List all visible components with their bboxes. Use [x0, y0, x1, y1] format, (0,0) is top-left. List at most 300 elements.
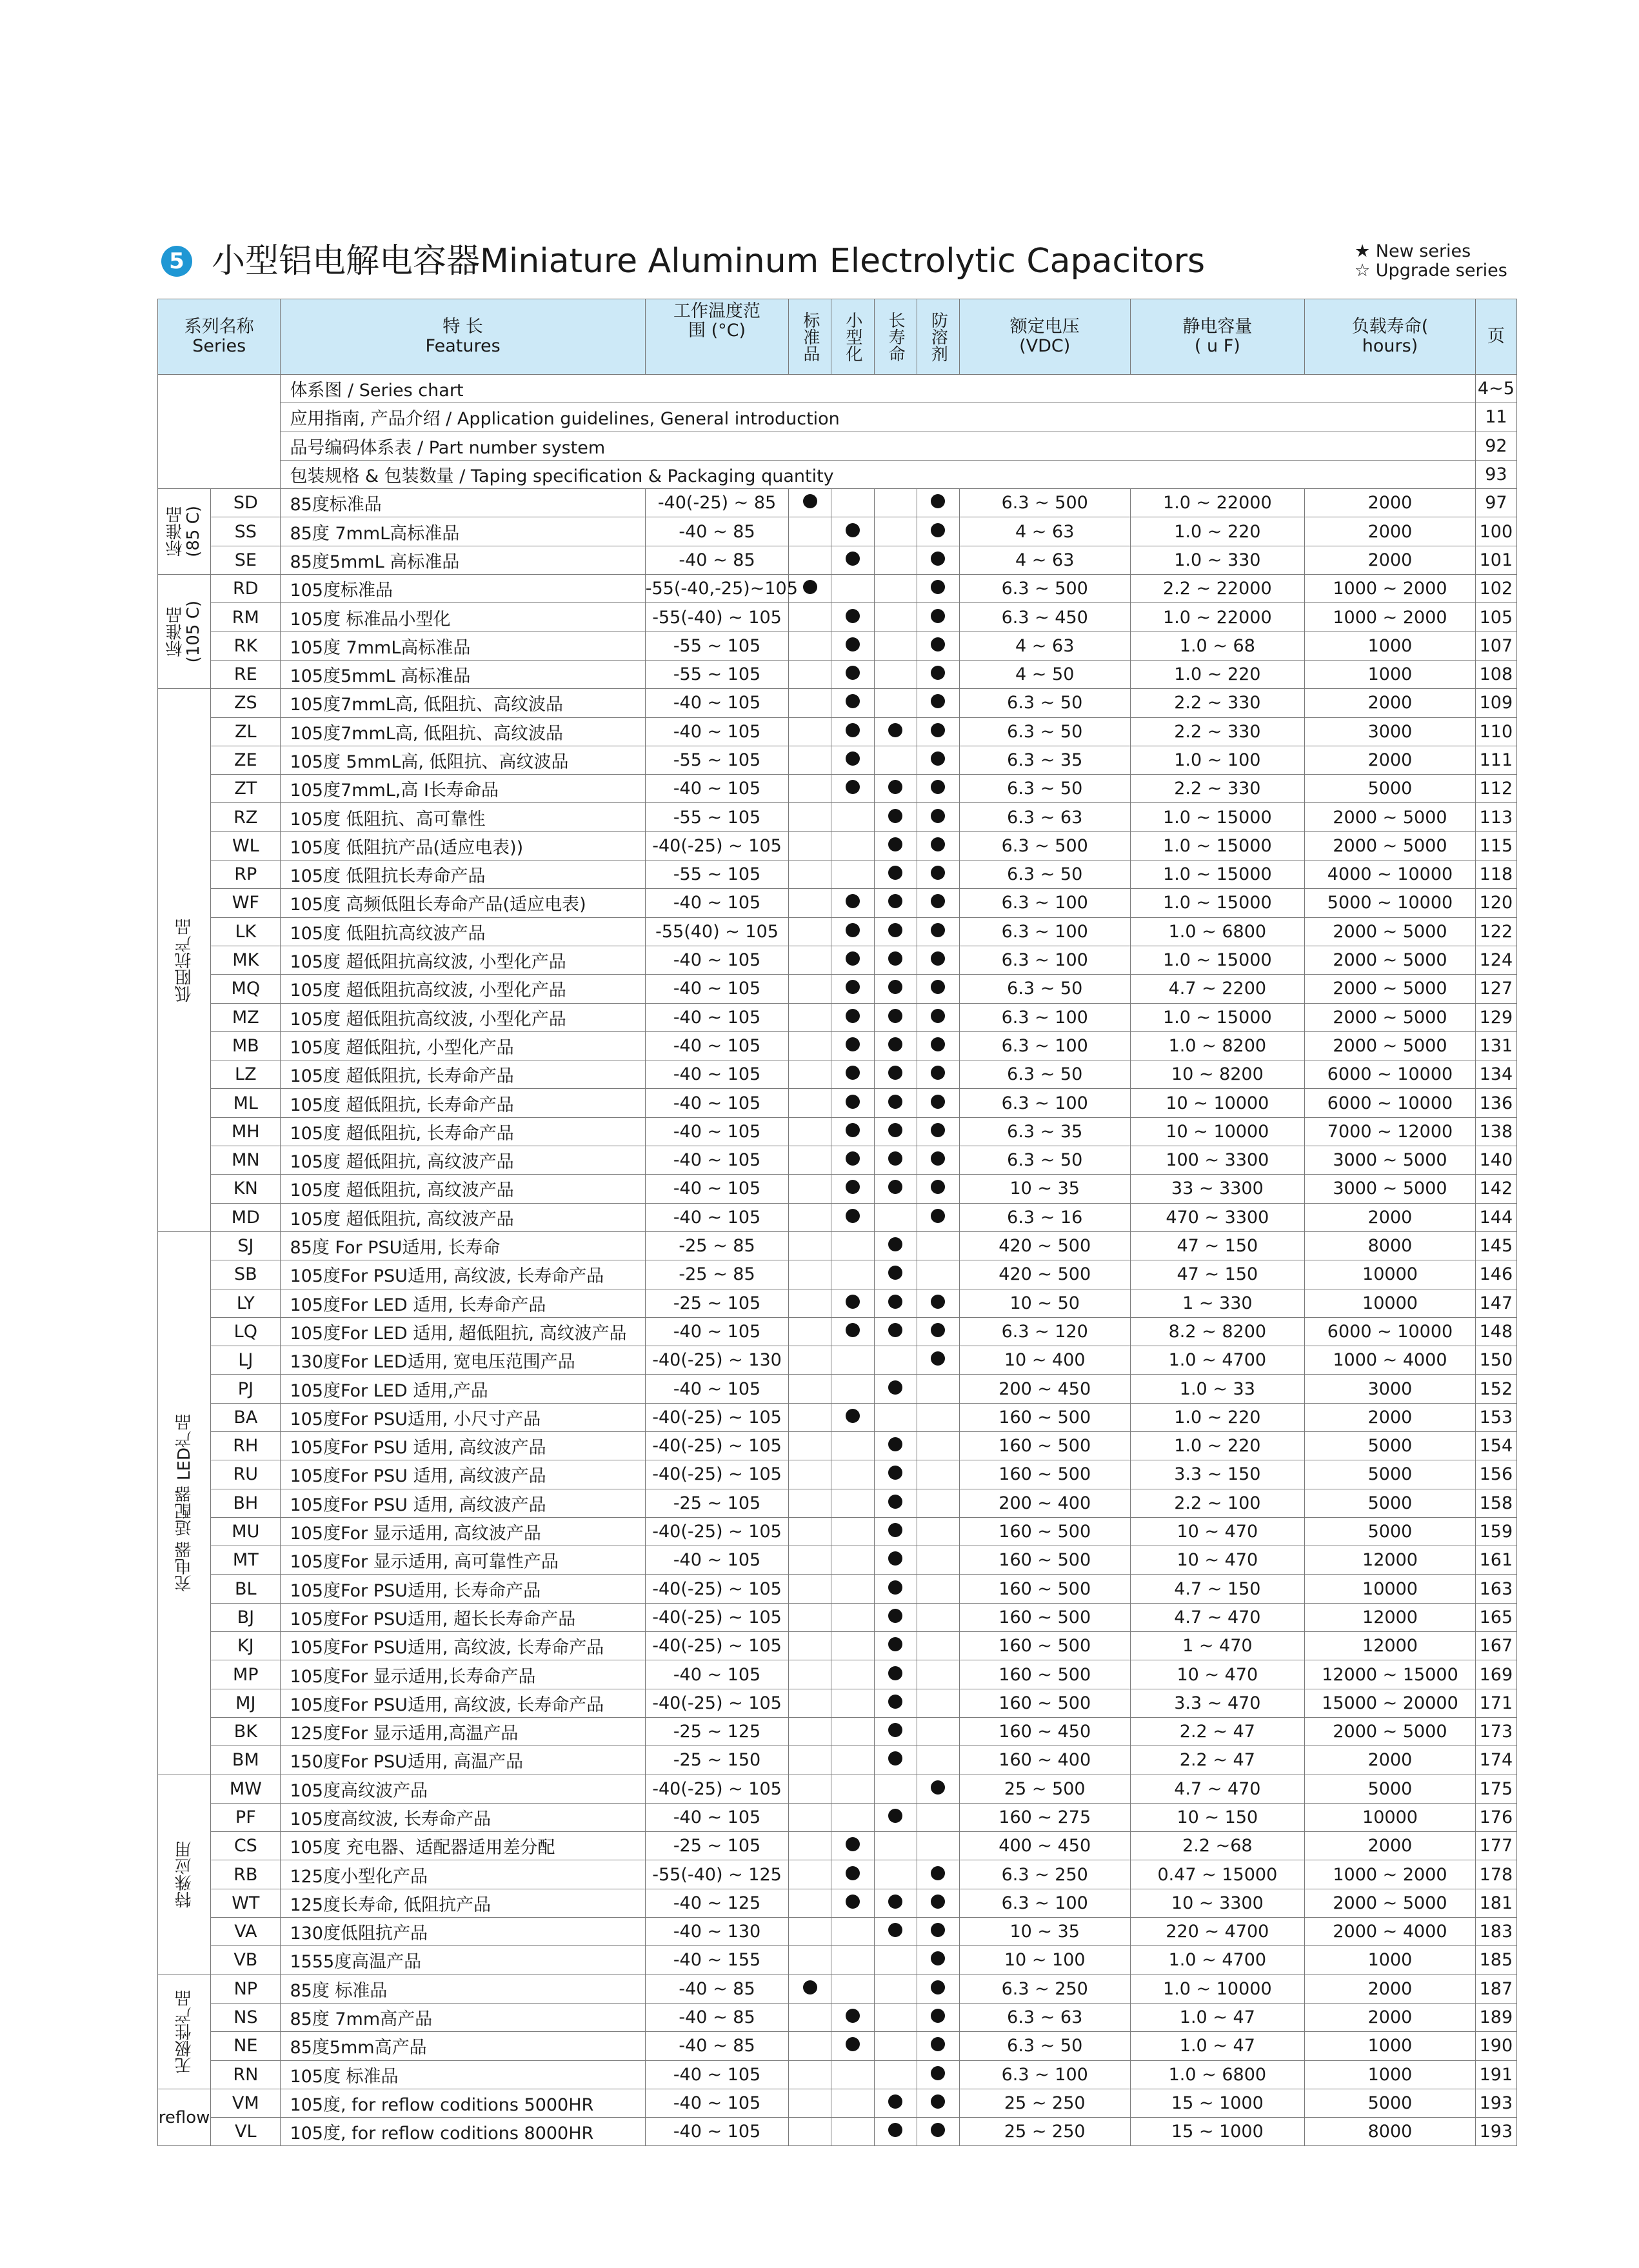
flag-cell-std [789, 1460, 831, 1489]
load-life: 1000 [1305, 1946, 1476, 1975]
flag-dot-mini [846, 1295, 860, 1309]
flag-cell-std [789, 1746, 831, 1775]
flag-cell-mini [831, 1717, 874, 1746]
flag-cell-mini [831, 1117, 874, 1146]
flag-dot-long [888, 2123, 902, 2137]
load-life: 5000 [1305, 1775, 1476, 1803]
flag-cell-solv [917, 546, 959, 574]
flag-dot-solv [931, 809, 945, 823]
series-code: BL [211, 1575, 281, 1603]
load-life: 10000 [1305, 1803, 1476, 1831]
flag-cell-solv [917, 1317, 959, 1346]
feature-text: 85度 7mm高产品 [281, 2003, 645, 2031]
flag-cell-long [874, 1146, 917, 1175]
voltage-range: 160 ~ 450 [959, 1717, 1130, 1746]
flag-dot-mini [846, 923, 860, 937]
temp-range: -25 ~ 105 [645, 1489, 789, 1517]
flag-dot-solv [931, 1037, 945, 1051]
load-life: 1000 ~ 2000 [1305, 1860, 1476, 1889]
feature-text: 85度 7mmL高标准品 [281, 517, 645, 546]
capacitance-range: 1.0 ~ 33 [1130, 1375, 1305, 1403]
feature-text: 105度7mmL,高 I长寿命品 [281, 775, 645, 803]
feature-text: 150度For PSU适用, 高温产品 [281, 1746, 645, 1775]
feature-text: 105度 高频低阻长寿命产品(适应电表) [281, 889, 645, 917]
load-life: 12000 [1305, 1546, 1476, 1575]
page-number: 183 [1475, 1918, 1516, 1946]
flag-cell-std [789, 1889, 831, 1917]
flag-dot-solv [931, 1980, 945, 1994]
load-life: 2000 [1305, 689, 1476, 717]
flag-cell-solv [917, 1031, 959, 1060]
flag-cell-mini [831, 2118, 874, 2146]
flag-cell-mini [831, 1346, 874, 1375]
flag-cell-mini [831, 717, 874, 746]
flag-dot-solv [931, 894, 945, 908]
group-label: 低阻抗产品 [174, 918, 194, 1002]
group-label-cell [158, 1775, 211, 1975]
capacitance-range: 1.0 ~ 220 [1130, 660, 1305, 688]
voltage-range: 10 ~ 50 [959, 1289, 1130, 1317]
series-code: PJ [211, 1375, 281, 1403]
temp-range: -40 ~ 105 [645, 975, 789, 1003]
series-code: MT [211, 1546, 281, 1575]
page-number: 107 [1475, 632, 1516, 660]
flag-dot-long [888, 1180, 902, 1194]
page-number: 124 [1475, 946, 1516, 974]
capacitance-range: 470 ~ 3300 [1130, 1203, 1305, 1231]
flag-cell-std [789, 2032, 831, 2060]
table-row [158, 1260, 1517, 1289]
capacitance-range: 0.47 ~ 15000 [1130, 1860, 1305, 1889]
load-life: 8000 [1305, 1231, 1476, 1260]
flag-cell-long [874, 1946, 917, 1975]
flag-cell-long [874, 1717, 917, 1746]
flag-cell-solv [917, 1775, 959, 1803]
table-row [158, 1603, 1517, 1631]
temp-range: -55 ~ 105 [645, 803, 789, 831]
flag-cell-mini [831, 1775, 874, 1803]
flag-cell-std [789, 489, 831, 517]
feature-text: 105度 超低阻抗, 高纹波产品 [281, 1175, 645, 1203]
page-number: 150 [1475, 1346, 1516, 1375]
page-number: 158 [1475, 1489, 1516, 1517]
load-life: 10000 [1305, 1260, 1476, 1289]
page-number: 109 [1475, 689, 1516, 717]
feature-text: 105度For PSU适用, 高纹波, 长寿命产品 [281, 1260, 645, 1289]
flag-cell-std [789, 1289, 831, 1317]
flag-cell-long [874, 717, 917, 746]
temp-range: -40(-25) ~ 85 [645, 489, 789, 517]
flag-cell-std [789, 1146, 831, 1175]
group-label: reflow [158, 2108, 210, 2128]
flag-cell-solv [917, 917, 959, 946]
page-number: 191 [1475, 2060, 1516, 2089]
flag-cell-solv [917, 1460, 959, 1489]
capacitance-range: 15 ~ 1000 [1130, 2089, 1305, 2117]
flag-cell-std [789, 603, 831, 632]
series-code: MK [211, 946, 281, 974]
voltage-range: 420 ~ 500 [959, 1260, 1130, 1289]
capacitance-range: 1.0 ~ 6800 [1130, 2060, 1305, 2089]
flag-dot-long [888, 980, 902, 994]
load-life: 12000 [1305, 1632, 1476, 1660]
flag-cell-mini [831, 2032, 874, 2060]
capacitance-range: 1.0 ~ 8200 [1130, 1031, 1305, 1060]
info-row-page: 93 [1475, 460, 1516, 488]
flag-cell-mini [831, 660, 874, 688]
flag-cell-solv [917, 1975, 959, 2003]
series-code: KJ [211, 1632, 281, 1660]
temp-range: -40(-25) ~ 105 [645, 1575, 789, 1603]
series-code: RM [211, 603, 281, 632]
capacitance-range: 1.0 ~ 15000 [1130, 803, 1305, 831]
capacitance-range: 4.7 ~ 2200 [1130, 975, 1305, 1003]
load-life: 8000 [1305, 2118, 1476, 2146]
page-number: 181 [1475, 1889, 1516, 1917]
flag-cell-mini [831, 1003, 874, 1031]
page-number: 148 [1475, 1317, 1516, 1346]
flag-dot-mini [846, 951, 860, 966]
flag-cell-mini [831, 689, 874, 717]
flag-cell-long [874, 946, 917, 974]
capacitance-range: 15 ~ 1000 [1130, 2118, 1305, 2146]
flag-cell-mini [831, 517, 874, 546]
info-row-text: 应用指南, 产品介绍 / Application guidelines, General introduction [281, 403, 1475, 432]
temp-range: -40(-25) ~ 130 [645, 1346, 789, 1375]
temp-range: -40(-25) ~ 105 [645, 1460, 789, 1489]
page-number: 177 [1475, 1832, 1516, 1860]
page-number: 140 [1475, 1146, 1516, 1175]
page-number: 185 [1475, 1946, 1516, 1975]
voltage-range: 25 ~ 250 [959, 2118, 1130, 2146]
capacitance-range: 1 ~ 330 [1130, 1289, 1305, 1317]
flag-cell-std [789, 717, 831, 746]
flag-cell-long [874, 517, 917, 546]
table-row [158, 1889, 1517, 1917]
flag-cell-solv [917, 489, 959, 517]
capacitance-range: 10 ~ 10000 [1130, 1089, 1305, 1117]
page-number: 112 [1475, 775, 1516, 803]
flag-cell-solv [917, 831, 959, 860]
series-code: LJ [211, 1346, 281, 1375]
flag-cell-long [874, 1889, 917, 1917]
flag-cell-mini [831, 1260, 874, 1289]
flag-dot-solv [931, 1923, 945, 1937]
capacitance-range: 10 ~ 10000 [1130, 1117, 1305, 1146]
voltage-range: 6.3 ~ 100 [959, 1003, 1130, 1031]
page-number: 134 [1475, 1060, 1516, 1089]
series-code: NP [211, 1975, 281, 2003]
capacitance-range: 1.0 ~ 6800 [1130, 917, 1305, 946]
group-label-cell [158, 1975, 211, 2089]
load-life: 4000 ~ 10000 [1305, 860, 1476, 889]
table-row [158, 1346, 1517, 1375]
series-code: VB [211, 1946, 281, 1975]
page-number: 175 [1475, 1775, 1516, 1803]
voltage-range: 10 ~ 35 [959, 1918, 1130, 1946]
flag-cell-long [874, 1089, 917, 1117]
series-code: MQ [211, 975, 281, 1003]
load-life: 5000 [1305, 1489, 1476, 1517]
flag-cell-mini [831, 575, 874, 603]
col-series-header: 系列名称 Series [158, 299, 281, 375]
voltage-range: 420 ~ 500 [959, 1231, 1130, 1260]
capacitance-range: 2.2 ~ 330 [1130, 717, 1305, 746]
flag-dot-solv [931, 523, 945, 537]
flag-cell-long [874, 860, 917, 889]
table-row [158, 575, 1517, 603]
flag-dot-solv [931, 2009, 945, 2023]
flag-cell-mini [831, 1689, 874, 1717]
col-page-header: 页 [1475, 299, 1516, 375]
series-code: BK [211, 1717, 281, 1746]
flag-cell-std [789, 2003, 831, 2031]
flag-cell-std [789, 1175, 831, 1203]
table-row [158, 775, 1517, 803]
flag-cell-mini [831, 1175, 874, 1203]
flag-dot-long [888, 1037, 902, 1051]
series-code: VM [211, 2089, 281, 2117]
flag-cell-mini [831, 1203, 874, 1231]
series-code: WL [211, 831, 281, 860]
info-row-text: 品号编码体系表 / Part number system [281, 432, 1475, 460]
temp-range: -40 ~ 85 [645, 2003, 789, 2031]
feature-text: 105度 低阻抗、高可靠性 [281, 803, 645, 831]
flag-cell-mini [831, 2060, 874, 2089]
flag-dot-long [888, 1551, 902, 1566]
flag-dot-solv [931, 923, 945, 937]
capacitance-range: 4.7 ~ 150 [1130, 1575, 1305, 1603]
flag-cell-mini [831, 1575, 874, 1603]
voltage-range: 6.3 ~ 250 [959, 1860, 1130, 1889]
flag-cell-mini [831, 1546, 874, 1575]
flag-cell-long [874, 1317, 917, 1346]
flag-cell-solv [917, 1860, 959, 1889]
series-code: RE [211, 660, 281, 688]
voltage-range: 160 ~ 500 [959, 1632, 1130, 1660]
table-row [158, 1003, 1517, 1031]
table-row [158, 603, 1517, 632]
capacitance-range: 1.0 ~ 15000 [1130, 946, 1305, 974]
col-features-header: 特 长 Features [281, 299, 645, 375]
capacitance-range: 3.3 ~ 150 [1130, 1460, 1305, 1489]
load-life: 2000 [1305, 1832, 1476, 1860]
temp-range: -40 ~ 85 [645, 546, 789, 574]
capacitance-range: 1.0 ~ 4700 [1130, 1346, 1305, 1375]
load-life: 5000 [1305, 1517, 1476, 1546]
flag-cell-long [874, 975, 917, 1003]
table-row [158, 1575, 1517, 1603]
temp-range: -40 ~ 105 [645, 689, 789, 717]
feature-text: 105度 标准品小型化 [281, 603, 645, 632]
table-row [158, 1375, 1517, 1403]
flag-dot-solv [931, 751, 945, 766]
flag-cell-solv [917, 517, 959, 546]
page-number: 101 [1475, 546, 1516, 574]
flag-cell-solv [917, 889, 959, 917]
temp-range: -55(-40) ~ 125 [645, 1860, 789, 1889]
flag-dot-solv [931, 580, 945, 594]
table-row [158, 689, 1517, 717]
temp-range: -25 ~ 125 [645, 1717, 789, 1746]
voltage-range: 200 ~ 450 [959, 1375, 1130, 1403]
page-number: 100 [1475, 517, 1516, 546]
temp-range: -40 ~ 105 [645, 1660, 789, 1689]
flag-cell-solv [917, 1089, 959, 1117]
flag-cell-long [874, 1603, 917, 1631]
series-code: LZ [211, 1060, 281, 1089]
table-row [158, 660, 1517, 688]
table-row [158, 1146, 1517, 1175]
flag-cell-mini [831, 746, 874, 774]
flag-cell-solv [917, 1689, 959, 1717]
flag-cell-solv [917, 1231, 959, 1260]
temp-range: -55 ~ 105 [645, 632, 789, 660]
flag-cell-std [789, 1832, 831, 1860]
load-life: 2000 ~ 5000 [1305, 803, 1476, 831]
flag-cell-solv [917, 1746, 959, 1775]
flag-cell-solv [917, 946, 959, 974]
flag-cell-solv [917, 1832, 959, 1860]
table-row [158, 2003, 1517, 2031]
flag-cell-long [874, 1203, 917, 1231]
flag-cell-std [789, 1375, 831, 1403]
flag-cell-mini [831, 1375, 874, 1403]
flag-cell-solv [917, 717, 959, 746]
flag-dot-solv [931, 1780, 945, 1795]
load-life: 2000 ~ 5000 [1305, 975, 1476, 1003]
voltage-range: 160 ~ 500 [959, 1460, 1130, 1489]
capacitance-range: 2.2 ~ 47 [1130, 1746, 1305, 1775]
flag-cell-std [789, 1717, 831, 1746]
load-life: 1000 ~ 2000 [1305, 603, 1476, 632]
feature-text: 105度 超低阻抗, 长寿命产品 [281, 1060, 645, 1089]
flag-cell-solv [917, 1717, 959, 1746]
capacitance-range: 2.2 ~ 330 [1130, 775, 1305, 803]
capacitance-range: 1.0 ~ 15000 [1130, 1003, 1305, 1031]
feature-text: 105度For PSU 适用, 高纹波产品 [281, 1460, 645, 1489]
flag-cell-std [789, 1231, 831, 1260]
page-number: 178 [1475, 1860, 1516, 1889]
voltage-range: 6.3 ~ 100 [959, 946, 1130, 974]
feature-text: 105度For 显示适用, 高纹波产品 [281, 1517, 645, 1546]
flag-cell-long [874, 1289, 917, 1317]
temp-range: -40 ~ 105 [645, 1317, 789, 1346]
flag-cell-solv [917, 689, 959, 717]
voltage-range: 4 ~ 63 [959, 546, 1130, 574]
flag-dot-solv [931, 1066, 945, 1080]
temp-range: -40 ~ 105 [645, 1089, 789, 1117]
page-number: 144 [1475, 1203, 1516, 1231]
temp-range: -25 ~ 105 [645, 1289, 789, 1317]
capacitance-range: 47 ~ 150 [1130, 1231, 1305, 1260]
load-life: 12000 ~ 15000 [1305, 1660, 1476, 1689]
flag-cell-long [874, 632, 917, 660]
flag-dot-solv [931, 866, 945, 880]
page-number: 163 [1475, 1575, 1516, 1603]
temp-range: -40 ~ 105 [645, 1803, 789, 1831]
flag-cell-mini [831, 975, 874, 1003]
table-row [158, 2032, 1517, 2060]
feature-text: 105度 超低阻抗, 小型化产品 [281, 1031, 645, 1060]
temp-range: -25 ~ 150 [645, 1746, 789, 1775]
temp-range: -25 ~ 85 [645, 1260, 789, 1289]
flag-dot-solv [931, 694, 945, 708]
series-code: RN [211, 2060, 281, 2089]
capacitance-range: 2.2 ~ 47 [1130, 1717, 1305, 1746]
flag-dot-solv [931, 494, 945, 508]
flag-cell-mini [831, 1403, 874, 1431]
flag-cell-long [874, 689, 917, 717]
load-life: 6000 ~ 10000 [1305, 1060, 1476, 1089]
flag-dot-solv [931, 1351, 945, 1366]
col-life-header: 负载寿命( hours) [1305, 299, 1476, 375]
capacitance-range: 1.0 ~ 15000 [1130, 889, 1305, 917]
flag-cell-std [789, 660, 831, 688]
voltage-range: 6.3 ~ 100 [959, 889, 1130, 917]
voltage-range: 6.3 ~ 50 [959, 717, 1130, 746]
feature-text: 105度For LED 适用, 超低阻抗, 高纹波产品 [281, 1317, 645, 1346]
flag-dot-long [888, 1580, 902, 1595]
flag-cell-long [874, 889, 917, 917]
feature-text: 105度For PSU适用, 超长长寿命产品 [281, 1603, 645, 1631]
capacitance-range: 1.0 ~ 47 [1130, 2003, 1305, 2031]
flag-cell-mini [831, 632, 874, 660]
flag-cell-solv [917, 2032, 959, 2060]
temp-range: -40 ~ 85 [645, 2032, 789, 2060]
flag-cell-solv [917, 1489, 959, 1517]
temp-range: -40 ~ 105 [645, 775, 789, 803]
table-row [158, 1517, 1517, 1546]
load-life: 1000 [1305, 2032, 1476, 2060]
capacitance-range: 2.2 ~ 330 [1130, 689, 1305, 717]
flag-cell-mini [831, 775, 874, 803]
flag-cell-solv [917, 1203, 959, 1231]
flag-dot-mini [846, 751, 860, 766]
flag-cell-mini [831, 1918, 874, 1946]
flag-cell-mini [831, 1231, 874, 1260]
series-code: MW [211, 1775, 281, 1803]
page-number: 153 [1475, 1403, 1516, 1431]
flag-cell-std [789, 517, 831, 546]
col-capacitance-header: 静电容量 ( u F) [1130, 299, 1305, 375]
page-number: 142 [1475, 1175, 1516, 1203]
table-row [158, 1175, 1517, 1203]
series-code: BJ [211, 1603, 281, 1631]
series-code: SB [211, 1260, 281, 1289]
flag-dot-long [888, 1437, 902, 1451]
feature-text: 105度 超低阻抗高纹波, 小型化产品 [281, 975, 645, 1003]
flag-cell-solv [917, 2060, 959, 2089]
flag-cell-long [874, 1746, 917, 1775]
flag-dot-long [888, 1151, 902, 1166]
capacitance-range: 4.7 ~ 470 [1130, 1603, 1305, 1631]
flag-cell-std [789, 1689, 831, 1717]
temp-range: -40(-25) ~ 105 [645, 1632, 789, 1660]
flag-dot-long [888, 866, 902, 880]
table-row [158, 1231, 1517, 1260]
flag-cell-long [874, 1775, 917, 1803]
voltage-range: 160 ~ 500 [959, 1403, 1130, 1431]
flag-cell-std [789, 746, 831, 774]
flag-cell-long [874, 2060, 917, 2089]
series-code: VA [211, 1918, 281, 1946]
load-life: 2000 ~ 5000 [1305, 946, 1476, 974]
col-miniature-header: 小型化 [831, 299, 874, 375]
flag-dot-long [888, 780, 902, 794]
flag-cell-std [789, 1403, 831, 1431]
page-number: 118 [1475, 860, 1516, 889]
